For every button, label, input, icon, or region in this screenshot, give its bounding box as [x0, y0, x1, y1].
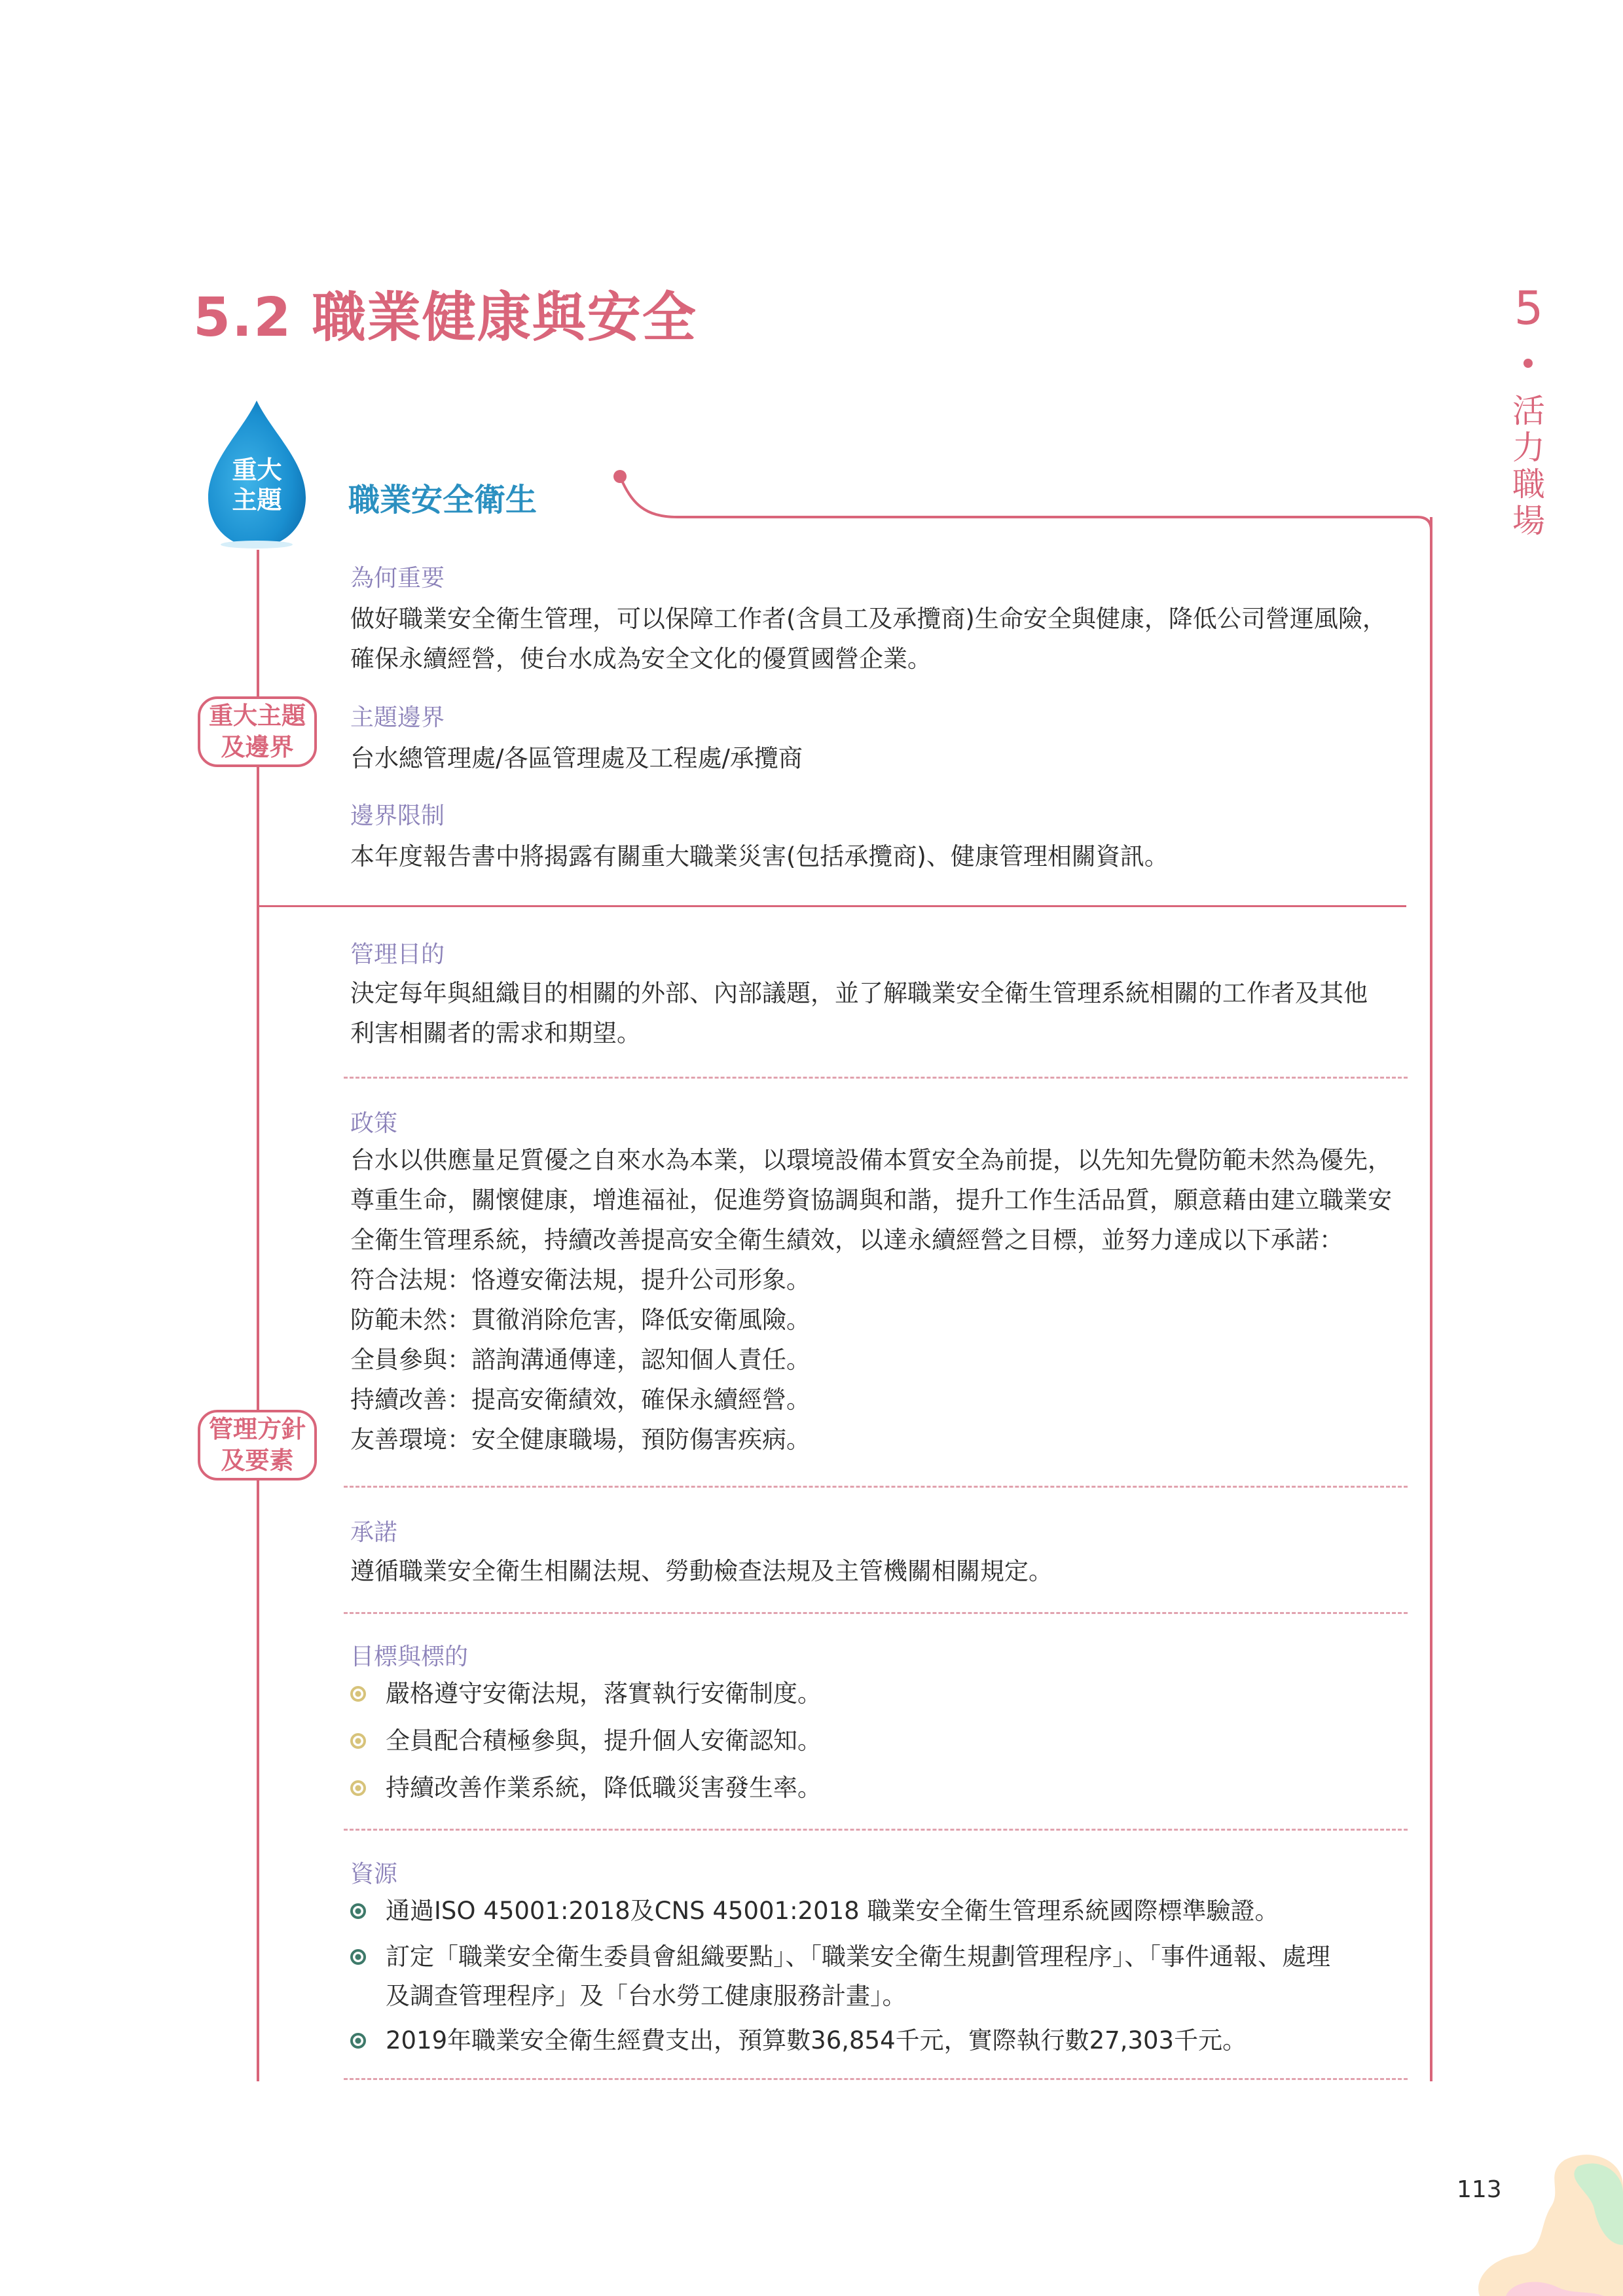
- text-line: 尊重生命，關懷健康，增進福祉，促進勞資協調與和諧，提升工作生活品質，願意藉由建立職業安: [350, 1186, 1392, 1214]
- commitment-text: 遵循職業安全衛生相關法規、勞動檢查法規及主管機關相關規定。: [350, 1557, 1053, 1585]
- label-policy-line1: 管理方針: [209, 1415, 306, 1443]
- list-item: [350, 2021, 1404, 2060]
- heading-boundary-limit: 邊界限制: [350, 802, 445, 829]
- chapter-name: [1509, 393, 1548, 539]
- list-item: [350, 1768, 1404, 1808]
- text-line: 做好職業安全衛生管理，可以保障工作者(含員工及承攬商)生命安全與健康，降低公司營運風險，: [350, 605, 1387, 633]
- bullet-icon: [350, 2033, 366, 2049]
- chapter-number: 5: [1514, 281, 1544, 335]
- list-item: [350, 1937, 1404, 2016]
- text-line: 防範未然：貫徹消除危害，降低安衛風險。: [350, 1306, 811, 1334]
- boundary-limit-text: 本年度報告書中將揭露有關重大職業災害(包括承攬商)、健康管理相關資訊。: [350, 842, 1169, 870]
- text-line: 確保永續經營，使台水成為安全文化的優質國營企業。: [350, 645, 932, 673]
- page-number: 113: [1457, 2176, 1502, 2203]
- text-line: 訂定「職業安全衛生委員會組織要點」、「職業安全衛生規劃管理程序」、「事件通報、處理: [386, 1943, 1330, 1971]
- dashed-divider: [344, 1829, 1408, 1831]
- policy-text: [350, 1140, 1404, 1460]
- list-item: [350, 1892, 1404, 1931]
- left-frame-line: [257, 550, 259, 2081]
- resource-text: 2019年職業安全衛生經費支出，預算數36,854千元，實際執行數27,303千元。: [386, 2026, 1247, 2054]
- label-management-approach: [198, 1410, 317, 1480]
- heading-goals: 目標與標的: [350, 1643, 469, 1670]
- dashed-divider: [344, 1612, 1408, 1614]
- label-scope-line2: 及邊界: [221, 733, 294, 761]
- heading-management-purpose: 管理目的: [350, 941, 445, 968]
- text-line: 符合法規：恪遵安衛法規，提升公司形象。: [350, 1266, 811, 1294]
- dashed-divider: [344, 2078, 1408, 2080]
- section-separator: [259, 905, 1406, 907]
- list-item: [350, 1721, 1404, 1761]
- dashed-divider: [344, 1077, 1408, 1079]
- text-line: 持續改善：提高安衛績效，確保永續經營。: [350, 1386, 811, 1414]
- goal-text: 持續改善作業系統，降低職災害發生率。: [386, 1774, 822, 1802]
- topic-title: 職業安全衛生: [348, 482, 538, 518]
- resource-text: [386, 1937, 1330, 2016]
- topic-connector-line: [606, 465, 1437, 537]
- chapter-name-text: 活 力 職 場: [1512, 392, 1545, 540]
- list-item: [350, 1674, 1404, 1713]
- heading-commitment: 承諾: [350, 1519, 398, 1546]
- label-policy-line2: 及要素: [221, 1446, 294, 1475]
- badge-line2: 主題: [232, 486, 282, 514]
- page-title: 5.2 職業健康與安全: [193, 287, 697, 349]
- text-line: 利害相關者的需求和期望。: [350, 1019, 641, 1047]
- dashed-divider: [344, 1486, 1408, 1488]
- text-line: 及調查管理程序」及「台水勞工健康服務計畫」。: [386, 1982, 907, 2010]
- material-topic-badge: [206, 455, 308, 515]
- right-frame-line: [1430, 517, 1432, 2081]
- heading-policy: 政策: [350, 1110, 398, 1137]
- heading-resources: 資源: [350, 1861, 398, 1888]
- management-purpose-text: [350, 973, 1404, 1053]
- bullet-icon: [350, 1903, 366, 1919]
- why-important-text: [350, 599, 1404, 679]
- text-line: 全衛生管理系統，持續改善提高安全衛生績效，以達永續經營之目標，並努力達成以下承諾：: [350, 1226, 1343, 1254]
- bullet-icon: [350, 1780, 366, 1796]
- bullet-icon: [350, 1733, 366, 1749]
- goal-text: 嚴格遵守安衛法規，落實執行安衛制度。: [386, 1679, 822, 1708]
- badge-line1: 重大: [232, 456, 282, 484]
- label-scope-line1: 重大主題: [209, 702, 306, 730]
- goal-text: 全員配合積極參與，提升個人安衛認知。: [386, 1727, 822, 1755]
- resource-text: 通過ISO 45001:2018及CNS 45001:2018 職業安全衛生管理系統國際標準驗證。: [386, 1897, 1279, 1925]
- text-line: 決定每年與組織目的相關的外部、內部議題，並了解職業安全衛生管理系統相關的工作者及其他: [350, 979, 1368, 1007]
- heading-topic-boundary: 主題邊界: [350, 704, 445, 731]
- text-line: 台水以供應量足質優之自來水為本業，以環境設備本質安全為前提，以先知先覺防範未然為優先，: [350, 1146, 1392, 1174]
- text-line: 全員參與：諮詢溝通傳達，認知個人責任。: [350, 1346, 811, 1374]
- label-topic-boundary: [198, 696, 317, 767]
- topic-boundary-text: 台水總管理處/各區管理處及工程處/承攬商: [350, 744, 803, 772]
- text-line: 友善環境：安全健康職場，預防傷害疾病。: [350, 1426, 811, 1454]
- bullet-icon: [350, 1949, 366, 1965]
- heading-why-important: 為何重要: [350, 565, 445, 592]
- decorative-blob-icon: [1467, 2147, 1623, 2296]
- bullet-icon: [350, 1686, 366, 1702]
- chapter-dot: [1523, 359, 1533, 368]
